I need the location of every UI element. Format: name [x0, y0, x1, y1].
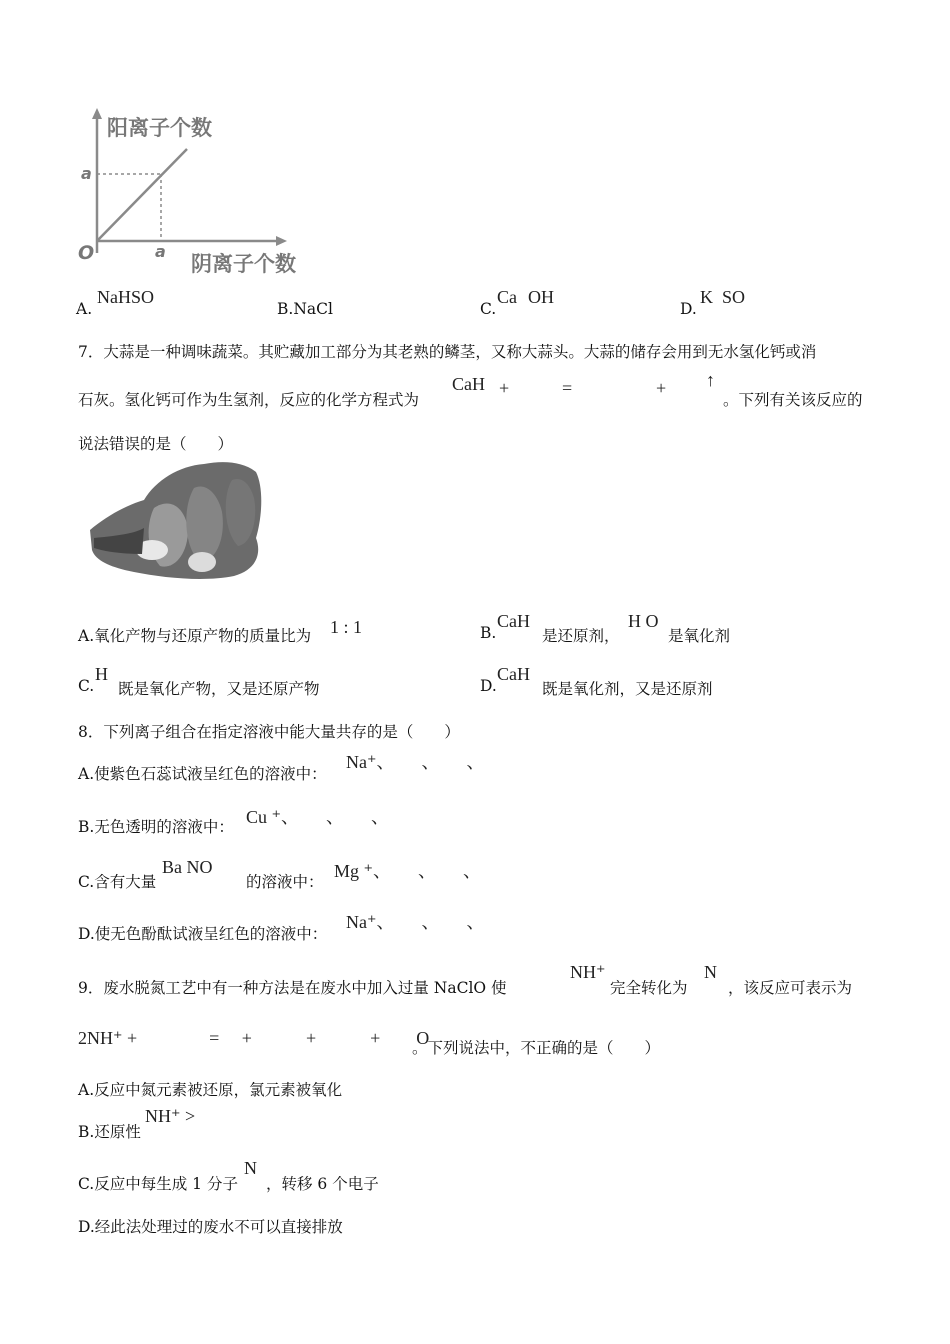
q7-option-b-formula2: H O	[628, 611, 659, 631]
q9-option-d: D.经此法处理过的废水不可以直接排放	[78, 1218, 343, 1236]
q6-option-a-label: A.	[76, 300, 93, 318]
q8-option-c-ions1: Ba NO	[162, 857, 213, 877]
ion-count-graph	[75, 105, 320, 280]
y-axis-label: 阳离子个数	[107, 116, 212, 140]
q7-option-d-text: 既是氧化剂，又是还原剂	[542, 680, 713, 698]
y-axis-arrow	[92, 108, 102, 119]
q9-option-c-formula: N	[244, 1158, 257, 1178]
q7-option-b-formula1: CaH	[497, 611, 530, 631]
q9-option-b-formula: NH⁺ >	[145, 1106, 196, 1126]
q9-stem-mid: 完全转化为	[610, 979, 688, 997]
q7-option-a-formula: 1 : 1	[330, 617, 363, 637]
q7-option-b-text1: 是还原剂，	[542, 627, 620, 645]
q8-option-b-ions: Cu ⁺、 、 、	[246, 807, 390, 827]
q7-option-b-label: B.	[480, 624, 497, 642]
q8-option-a-text: A.使紫色石蕊试液呈红色的溶液中：	[78, 765, 327, 783]
q9-stem-n2: N	[704, 962, 717, 982]
q7-option-c-label: C.	[78, 677, 95, 695]
q8-option-c-text1: C.含有大量	[78, 873, 157, 891]
garlic-highlight-2	[188, 552, 216, 572]
x-axis-arrow	[276, 236, 287, 246]
q7-option-a-text: A.氧化产物与还原产物的质量比为	[78, 627, 312, 645]
x-axis-label: 阴离子个数	[191, 252, 296, 276]
q9-stem-post: ，该反应可表示为	[728, 979, 853, 997]
q7-equation-cah: CaH	[452, 374, 485, 394]
q9-equation: 2NH⁺ + = + + + O	[78, 1028, 430, 1048]
q6-option-d-formula1: K	[700, 287, 713, 307]
y-tick-a: a	[81, 164, 92, 183]
proportional-line	[97, 149, 187, 241]
q6-option-d-formula2: SO	[722, 287, 746, 307]
q8-option-c-text2: 的溶液中：	[246, 873, 324, 891]
q6-option-d-label: D.	[680, 300, 697, 318]
q7-equation-gas-arrow: ↑	[706, 370, 715, 390]
q9-option-c-text1: C.反应中每生成 1 分子	[78, 1175, 238, 1193]
q8-option-b-text: B.无色透明的溶液中：	[78, 818, 234, 836]
q7-option-d-label: D.	[480, 677, 497, 695]
q6-option-a-formula: NaHSO	[97, 287, 154, 307]
q6-option-c-formula2: OH	[528, 287, 554, 307]
q8-option-a-ions: Na⁺、 、 、	[346, 752, 485, 772]
q7-stem-line1: 7．大蒜是一种调味蔬菜。其贮藏加工部分为其老熟的鳞茎，又称大蒜头。大蒜的储存会用到无水氢化钙或消	[78, 343, 817, 361]
q9-stem-line1: 9．废水脱氮工艺中有一种方法是在废水中加入过量 NaClO 使	[78, 979, 507, 997]
q8-option-d-text: D.使无色酚酞试液呈红色的溶液中：	[78, 925, 328, 943]
q7-equation-plus1: +	[499, 378, 510, 398]
origin-label: O	[78, 242, 95, 264]
q8-stem: 8．下列离子组合在指定溶液中能大量共存的是（ ）	[78, 723, 460, 741]
q9-option-c-text2: ，转移 6 个电子	[266, 1175, 379, 1193]
q7-option-b-text2: 是氧化剂	[668, 627, 731, 645]
q7-option-d-formula: CaH	[497, 664, 530, 684]
garlic-photo	[84, 458, 269, 586]
q6-option-c-formula1: Ca	[497, 287, 517, 307]
q7-stem-line2: 石灰。氢化钙可作为生氢剂，反应的化学方程式为	[78, 391, 420, 409]
x-tick-a: a	[155, 242, 166, 261]
q8-option-d-ions: Na⁺、 、 、	[346, 912, 485, 932]
q7-stem-line2-post: 。下列有关该反应的	[723, 391, 863, 409]
q7-stem-line3: 说法错误的是（ ）	[78, 435, 234, 453]
q7-equation-equals: =	[562, 378, 573, 398]
q9-stem-line2: 。下列说法中，不正确的是（ ）	[412, 1039, 661, 1057]
q9-stem-nh4: NH⁺	[570, 962, 606, 982]
q9-option-a: A.反应中氮元素被还原，氯元素被氧化	[78, 1081, 343, 1099]
q9-option-b-text: B.还原性	[78, 1123, 141, 1141]
q8-option-c-ions2: Mg ⁺、 、 、	[334, 861, 482, 881]
q7-option-c-formula: H	[95, 664, 108, 684]
q7-option-c-text: 既是氧化产物，又是还原产物	[118, 680, 320, 698]
q6-option-c-label: C.	[480, 300, 497, 318]
q7-equation-plus2: +	[656, 378, 667, 398]
q6-option-b: B.NaCl	[277, 300, 333, 318]
